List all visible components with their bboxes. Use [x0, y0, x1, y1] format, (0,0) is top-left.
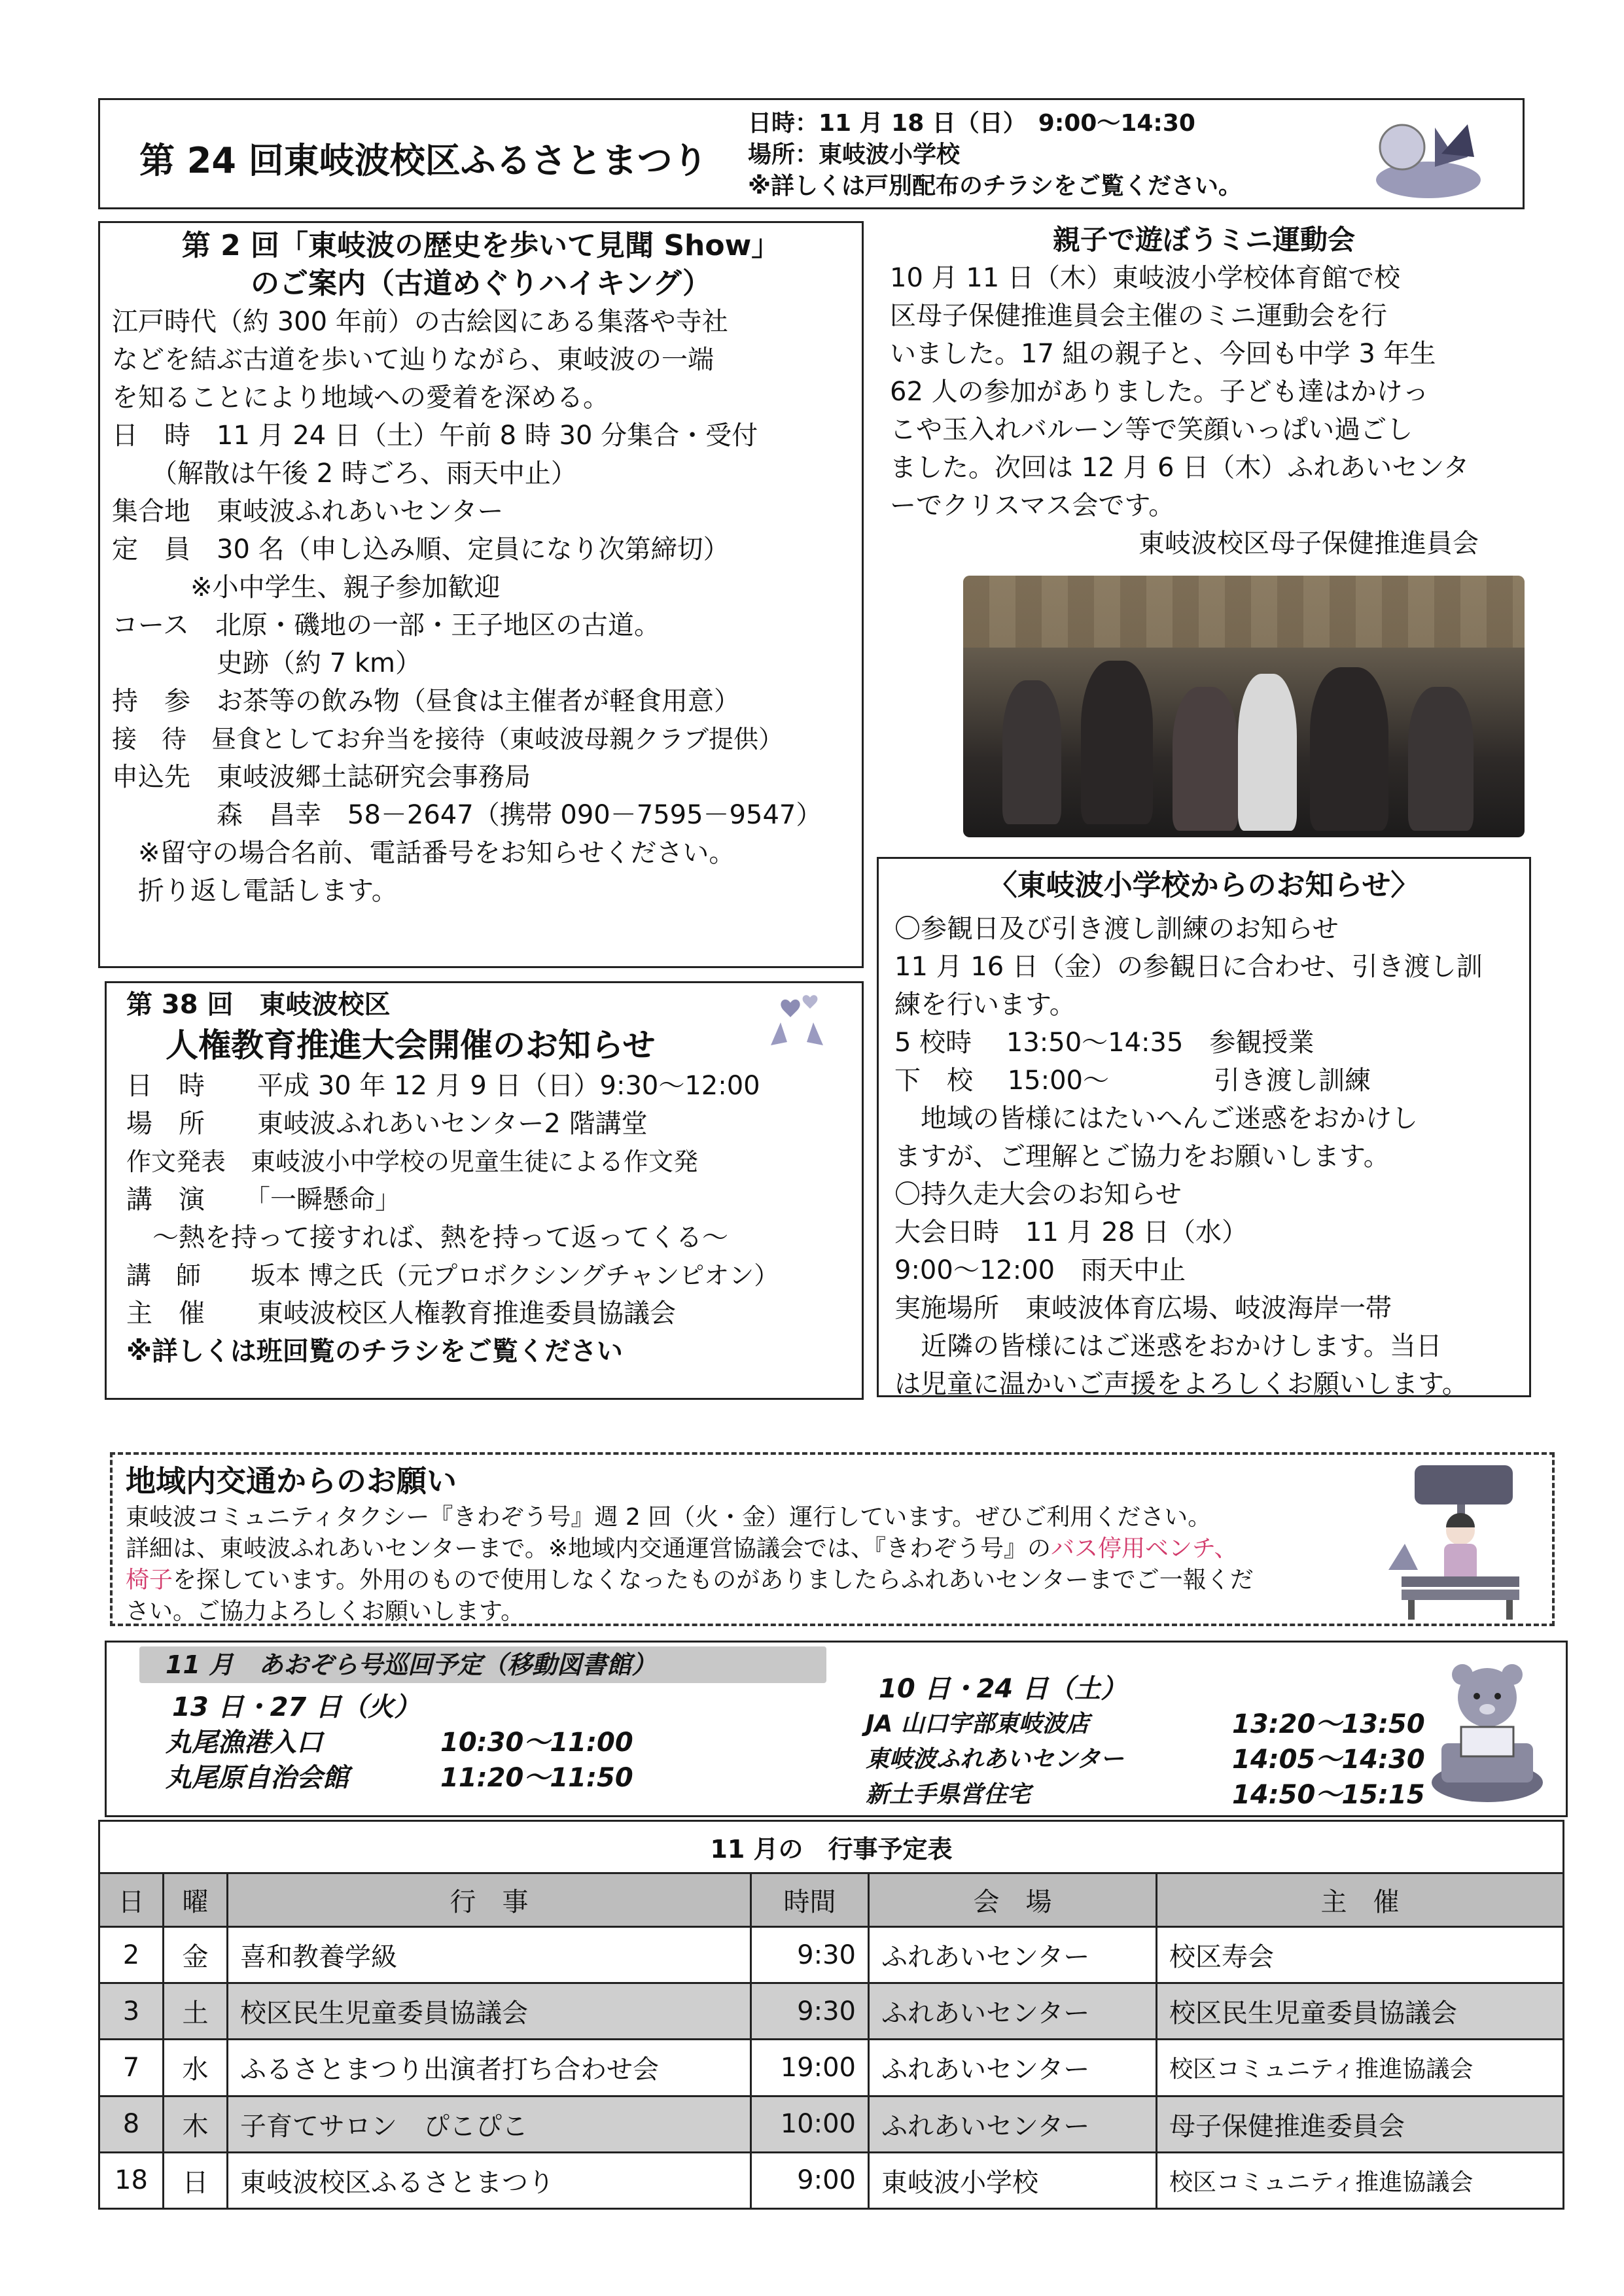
traffic-line-4: さい。ご協力よろしくお願いします。 [126, 1598, 525, 1625]
school-line: 実施場所 東岐波体育広場、岐波海岸一帯 [894, 1293, 1392, 1323]
traffic-line-1: 東岐波コミュニティタクシー『きわぞう号』週 2 回（火・金）運行しています。ぜひご利用ください。 [126, 1504, 1212, 1531]
sports-day-photo [963, 576, 1525, 837]
human-rights-line: 作文発表 東岐波小中学校の児童生徒による作文発 [126, 1147, 699, 1176]
event-schedule [98, 1820, 1562, 2210]
chair-request-text: 椅子 [126, 1567, 173, 1593]
school-line: は児童に温かいご声援をよろしくお願いします。 [894, 1369, 1468, 1399]
row-event: 喜和教養学級 [228, 1927, 751, 1983]
table-row [99, 1927, 1564, 1983]
bookmobile-right [866, 1671, 1425, 1813]
row-weekday: 土 [164, 1983, 228, 2040]
traffic-line-2-text: 詳細は、東岐波ふれあいセンターまで。※地域内交通運営協議会では、『きわぞう号』の [126, 1535, 1051, 1562]
row-venue: 東岐波小学校 [869, 2152, 1157, 2208]
row-time: 9:00 [751, 2152, 869, 2208]
hiking-notice [98, 221, 864, 968]
row-organizer: 校区コミュニティ推進協議会 [1157, 2040, 1564, 2096]
bookmobile-stop-place: 新土手県営住宅 [866, 1781, 1031, 1808]
event-schedule-table [98, 1820, 1564, 2210]
traffic-line-3 [126, 1565, 1539, 1596]
bookmobile-left-date: 13 日・27 日（火） [172, 1692, 421, 1722]
row-event: ふるさとまつり出演者打ち合わせ会 [228, 2040, 751, 2096]
school-line: 5 校時 13:50〜14:35 参観授業 [894, 1028, 1315, 1058]
hiking-line: （解散は午後 2 時ごろ、雨天中止） [112, 459, 577, 489]
sports-day-body: ーでクリスマス会です。 [890, 491, 1175, 521]
row-venue: ふれあいセンター [869, 1983, 1157, 2040]
sports-day-body: 10 月 11 日（木）東岐波小学校体育館で校 [890, 263, 1400, 293]
header-organizer: 主 催 [1157, 1873, 1564, 1927]
school-line: 大会日時 11 月 28 日（水） [894, 1217, 1248, 1247]
header-day: 日 [99, 1873, 164, 1927]
row-event: 校区民生児童委員協議会 [228, 1983, 751, 2040]
bookmobile-title: 11 月 あおぞら号巡回予定（移動図書館） [166, 1650, 657, 1679]
bookmobile-stop-place: 東岐波ふれあいセンター [866, 1746, 1124, 1773]
hiking-intro-3: を知ることにより地域への愛着を深める。 [112, 383, 609, 413]
row-venue: ふれあいセンター [869, 2096, 1157, 2152]
festival-place: 場所：東岐波小学校 [748, 141, 961, 168]
bookmobile-stop-time: 14:50〜15:15 [1232, 1780, 1425, 1810]
table-row [99, 1983, 1564, 2040]
school-line: 11 月 16 日（金）の参観日に合わせ、引き渡し訓 [894, 952, 1483, 982]
row-day: 7 [99, 2040, 164, 2096]
sports-day-body: いました。17 組の親子と、今回も中学 3 年生 [890, 339, 1436, 369]
row-organizer: 校区民生児童委員協議会 [1157, 1983, 1564, 2040]
table-row [99, 2096, 1564, 2152]
row-time: 9:30 [751, 1983, 869, 2040]
hiking-line: 接 待 昼食としてお弁当を接待（東岐波母親クラブ提供） [112, 725, 784, 754]
school-line: 〇参観日及び引き渡し訓練のお知らせ [894, 914, 1339, 944]
row-event: 東岐波校区ふるさとまつり [228, 2152, 751, 2208]
traffic-notice [110, 1452, 1555, 1626]
hiking-line: ※留守の場合名前、電話番号をお知らせください。 [112, 838, 735, 868]
hiking-line: 定 員 30 名（申し込み順、定員になり次第締切） [112, 534, 730, 565]
sports-day-body: ました。次回は 12 月 6 日（木）ふれあいセンタ [890, 453, 1470, 483]
bookmobile-stop-time: 10:30〜11:00 [440, 1728, 633, 1758]
bookmobile-left [166, 1690, 633, 1796]
school-notice-title: 〈東岐波小学校からのお知らせ〉 [988, 869, 1420, 902]
school-line: 地域の皆様にはたいへんご迷惑をおかけし [894, 1104, 1418, 1134]
hiking-line: 史跡（約 7 km） [112, 648, 422, 678]
row-time: 10:00 [751, 2096, 869, 2152]
school-notice [877, 857, 1531, 1397]
header-venue: 会 場 [869, 1873, 1157, 1927]
bear-reading-icon [1422, 1652, 1553, 1809]
traffic-title: 地域内交通からのお願い [126, 1463, 457, 1499]
festival-date: 日時：11 月 18 日（日） 9:00〜14:30 [748, 110, 1195, 137]
festival-info [748, 108, 1242, 202]
bookmobile-stop-time: 14:05〜14:30 [1232, 1745, 1425, 1775]
festival-illustration-icon [1363, 108, 1494, 203]
human-rights-line: 場 所 東岐波ふれあいセンター2 階講堂 [126, 1109, 648, 1139]
row-day: 8 [99, 2096, 164, 2152]
hiking-line: ※小中学生、親子参加歓迎 [112, 572, 501, 602]
row-weekday: 木 [164, 2096, 228, 2152]
bookmobile-schedule [105, 1641, 1568, 1817]
bus-stop-bench-icon [1388, 1459, 1532, 1622]
hands-heart-icon [761, 990, 833, 1049]
bookmobile-title-band [139, 1646, 826, 1683]
human-rights-line: ※詳しくは班回覧のチラシをご覧ください [126, 1336, 623, 1366]
header-weekday: 曜 [164, 1873, 228, 1927]
row-organizer: 校区コミュニティ推進協議会 [1157, 2152, 1564, 2208]
bookmobile-stop-place: 丸尾原自治会館 [166, 1763, 349, 1793]
row-venue: ふれあいセンター [869, 1927, 1157, 1983]
school-line: 9:00〜12:00 雨天中止 [894, 1255, 1186, 1285]
row-organizer: 校区寿会 [1157, 1927, 1564, 1983]
human-rights-title-2: 人権教育推進大会開催のお知らせ [166, 1026, 656, 1064]
header-time: 時間 [751, 1873, 869, 1927]
human-rights-line: 主 催 東岐波校区人権教育推進委員協議会 [126, 1298, 676, 1329]
bookmobile-stop-time: 11:20〜11:50 [440, 1763, 633, 1793]
hiking-line: 日 時 11 月 24 日（土）午前 8 時 30 分集合・受付 [112, 421, 758, 451]
row-day: 18 [99, 2152, 164, 2208]
row-time: 9:30 [751, 1927, 869, 1983]
hiking-title-1: 第 2 回「東岐波の歴史を歩いて見聞 Show」 [181, 229, 781, 262]
hiking-intro-1: 江戸時代（約 300 年前）の古絵図にある集落や寺社 [112, 307, 728, 337]
bookmobile-stop-place: JA 山口宇部東岐波店 [866, 1711, 1089, 1737]
human-rights-line: 講 師 坂本 博之氏（元プロボクシングチャンピオン） [126, 1261, 779, 1290]
school-line: 〇持久走大会のお知らせ [894, 1179, 1182, 1209]
header-event: 行 事 [228, 1873, 751, 1927]
school-line: ますが、ご理解とご協力をお願いします。 [894, 1141, 1390, 1172]
human-rights-line: 講 演 「一瞬懸命」 [126, 1185, 401, 1215]
hiking-line: 申込先 東岐波郷土誌研究会事務局 [112, 762, 531, 792]
hiking-title-2: のご案内（古道めぐりハイキング） [251, 267, 711, 300]
bookmobile-stop-place: 丸尾漁港入口 [166, 1728, 323, 1758]
hiking-line: 森 昌幸 58－2647（携帯 090－7595－9547） [112, 800, 822, 830]
sports-day-signature: 東岐波校区母子保健推進員会 [1139, 529, 1479, 559]
sports-day-body: こや玉入れバルーン等で笑顔いっぱい過ごし [890, 415, 1413, 445]
table-row [99, 2040, 1564, 2096]
bench-request-text: バス停用ベンチ、 [1051, 1535, 1238, 1562]
bookmobile-right-date: 10 日・24 日（土） [879, 1674, 1127, 1704]
traffic-line-3-text: を探しています。外用のもので使用しなくなったものがありましたらふれあいセンターまでご一報くだ [173, 1567, 1254, 1593]
school-line: 練を行います。 [894, 990, 1076, 1020]
row-organizer: 母子保健推進委員会 [1157, 2096, 1564, 2152]
school-line: 下 校 15:00〜 引き渡し訓練 [894, 1066, 1371, 1096]
sports-day-body: 62 人の参加がありました。子ども達はかけっ [890, 377, 1429, 407]
sports-day-title: 親子で遊ぼうミニ運動会 [1052, 224, 1355, 256]
traffic-line-2 [126, 1533, 1539, 1565]
row-time: 19:00 [751, 2040, 869, 2096]
bookmobile-stop-time: 13:20〜13:50 [1232, 1709, 1425, 1739]
row-venue: ふれあいセンター [869, 2040, 1157, 2096]
human-rights-notice [105, 981, 864, 1400]
festival-header [98, 98, 1525, 209]
event-schedule-title: 11 月の 行事予定表 [99, 1821, 1564, 1873]
festival-note: ※詳しくは戸別配布のチラシをご覧ください。 [748, 173, 1242, 200]
row-weekday: 水 [164, 2040, 228, 2096]
hiking-line: 集合地 東岐波ふれあいセンター [112, 496, 504, 527]
school-line: 近隣の皆様にはご迷惑をおかけします。当日 [894, 1331, 1442, 1361]
human-rights-line: 日 時 平成 30 年 12 月 9 日（日）9:30〜12:00 [126, 1071, 760, 1101]
festival-title: 第 24 回東岐波校区ふるさとまつり [139, 140, 708, 181]
hiking-intro-2: などを結ぶ古道を歩いて辿りながら、東岐波の一端 [112, 345, 714, 375]
table-row [99, 2152, 1564, 2208]
row-day: 2 [99, 1927, 164, 1983]
row-event: 子育てサロン ぴこぴこ [228, 2096, 751, 2152]
human-rights-title-1: 第 38 回 東岐波校区 [126, 990, 391, 1020]
hiking-line: 折り返し電話します。 [112, 876, 398, 906]
human-rights-line: ～熱を持って接すれば、熱を持って返ってくる～ [126, 1223, 728, 1253]
hiking-line: 持 参 お茶等の飲み物（昼食は主催者が軽食用意） [112, 686, 740, 716]
row-day: 3 [99, 1983, 164, 2040]
row-weekday: 金 [164, 1927, 228, 1983]
hiking-line: コース 北原・磯地の一部・王子地区の古道。 [112, 610, 660, 640]
row-weekday: 日 [164, 2152, 228, 2208]
sports-day-body: 区母子保健推進員会主催のミニ運動会を行 [890, 301, 1387, 331]
